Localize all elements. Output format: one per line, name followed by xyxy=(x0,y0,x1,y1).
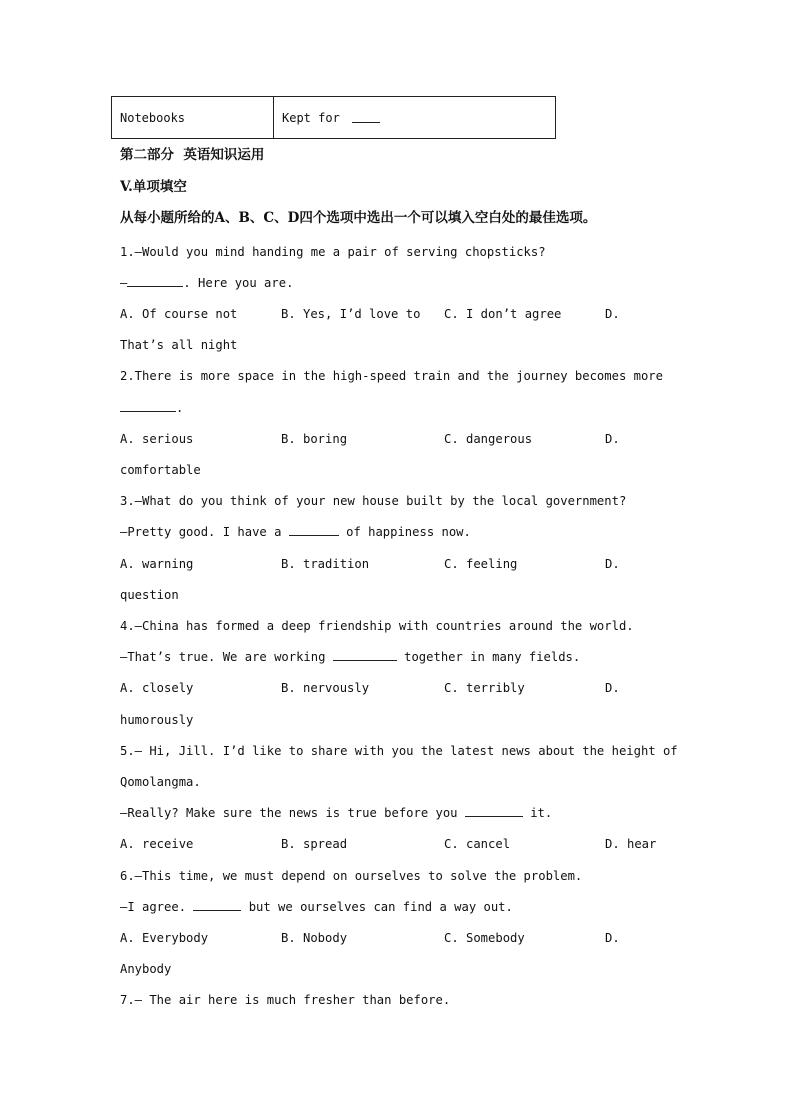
q6-blank xyxy=(193,899,241,911)
question-3-response xyxy=(120,524,471,540)
table-blank xyxy=(352,112,380,123)
question-5-stem-cont: Qomolangma. xyxy=(120,775,201,789)
q5-blank xyxy=(465,805,523,817)
q6-option-d-text: Anybody xyxy=(120,962,172,976)
q1-option-b: B. Yes, I’d love to xyxy=(281,307,421,321)
q6-response-tail: but we ourselves can find a way out. xyxy=(241,900,513,914)
q3-response-tail: of happiness now. xyxy=(338,525,471,539)
q5-response-tail: it. xyxy=(522,806,553,820)
q4-option-b: B. nervously xyxy=(281,681,370,695)
question-2-blank-line xyxy=(120,400,183,416)
q2-option-d: D. xyxy=(605,432,620,446)
q4-option-d: D. xyxy=(605,681,620,695)
question-3-stem: 3.—What do you think of your new house built by the local government? xyxy=(120,494,627,508)
q2-blank xyxy=(120,400,176,412)
q2-option-d-text: comfortable xyxy=(120,463,201,477)
q4-response-head: —That’s true. We are working xyxy=(120,650,333,664)
part-title: 第二部分 英语知识运用 xyxy=(120,147,265,163)
q1-dash: — xyxy=(120,276,128,290)
q4-blank xyxy=(333,649,397,661)
q4-option-d-text: humorously xyxy=(120,713,194,727)
section-title: V.单项填空 xyxy=(120,179,187,195)
q3-option-c: C. feeling xyxy=(444,557,518,571)
question-4-stem: 4.—China has formed a deep friendship with countries around the world. xyxy=(120,619,634,633)
table-cell-kept-text: Kept for xyxy=(282,110,340,125)
question-7-stem: 7.— The air here is much fresher than before. xyxy=(120,993,451,1007)
question-6-stem: 6.—This time, we must depend on ourselves to solve the problem. xyxy=(120,869,583,883)
q5-option-c: C. cancel xyxy=(444,837,511,851)
q3-option-a: A. warning xyxy=(120,557,194,571)
q6-option-b: B. Nobody xyxy=(281,931,348,945)
q4-option-c: C. terribly xyxy=(444,681,525,695)
q6-option-c: C. Somebody xyxy=(444,931,525,945)
question-2-stem: 2.There is more space in the high-speed train and the journey becomes more xyxy=(120,369,663,383)
q3-response-head: —Pretty good. I have a xyxy=(120,525,289,539)
q5-option-d: D. hear xyxy=(605,837,657,851)
table-cell-item-text: Notebooks xyxy=(120,110,186,125)
q2-option-b: B. boring xyxy=(281,432,348,446)
question-5-stem: 5.— Hi, Jill. I’d like to share with you the latest news about the height of xyxy=(120,744,678,758)
q1-response-tail: . Here you are. xyxy=(183,276,294,290)
question-1-stem: 1.—Would you mind handing me a pair of serving chopsticks? xyxy=(120,245,546,259)
q6-response-head: —I agree. xyxy=(120,900,194,914)
q1-option-a: A. Of course not xyxy=(120,307,238,321)
q4-option-a: A. closely xyxy=(120,681,194,695)
q6-option-d: D. xyxy=(605,931,620,945)
instruction-text: 从每小题所给的A、B、C、D四个选项中选出一个可以填入空白处的最佳选项。 xyxy=(120,210,597,226)
q5-option-b: B. spread xyxy=(281,837,348,851)
q6-option-a: A. Everybody xyxy=(120,931,209,945)
q3-option-b: B. tradition xyxy=(281,557,370,571)
q5-option-a: A. receive xyxy=(120,837,194,851)
q3-blank xyxy=(289,524,339,536)
q2-option-c: C. dangerous xyxy=(444,432,533,446)
q1-blank xyxy=(127,275,183,287)
table-cell-item xyxy=(112,97,274,138)
question-1-response xyxy=(120,275,293,291)
answer-table-row xyxy=(111,96,556,139)
question-5-response xyxy=(120,805,552,821)
q1-option-c: C. I don’t agree xyxy=(444,307,562,321)
q4-response-tail: together in many fields. xyxy=(396,650,581,664)
question-6-response xyxy=(120,899,513,915)
table-cell-kept xyxy=(274,97,555,138)
q1-option-d-text: That’s all night xyxy=(120,338,238,352)
q2-period: . xyxy=(176,401,184,415)
q3-option-d: D. xyxy=(605,557,620,571)
q3-option-d-text: question xyxy=(120,588,179,602)
q5-response-head: —Really? Make sure the news is true before you xyxy=(120,806,465,820)
question-4-response xyxy=(120,649,580,665)
q2-option-a: A. serious xyxy=(120,432,194,446)
q1-option-d: D. xyxy=(605,307,620,321)
